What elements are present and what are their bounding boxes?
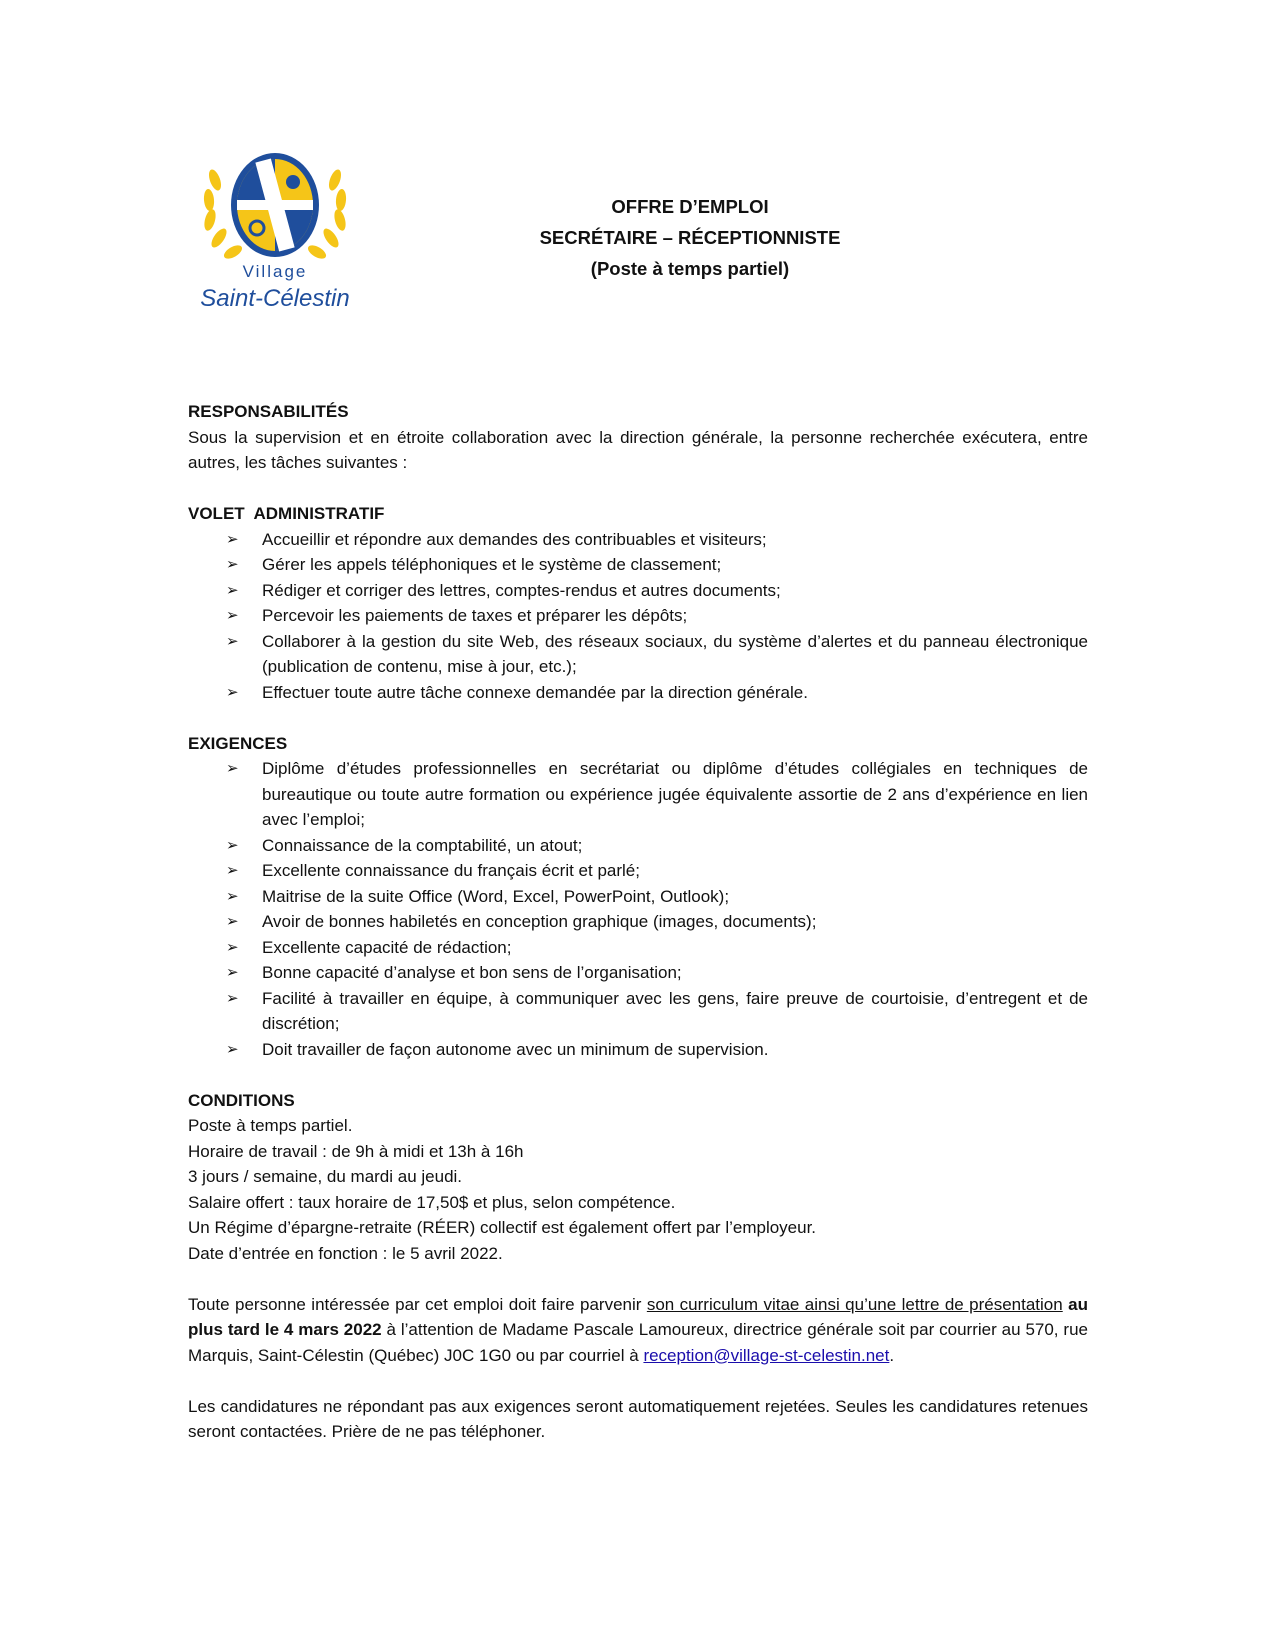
conditions-line: Date d’entrée en fonction : le 5 avril 2022. xyxy=(188,1243,503,1263)
exigences-list xyxy=(188,756,1088,1062)
coat-of-arms-icon xyxy=(195,150,355,265)
arrowhead-bullet-icon: ➢ xyxy=(226,887,239,905)
arrowhead-bullet-icon: ➢ xyxy=(226,632,239,650)
header-line-3: (Poste à temps partiel) xyxy=(590,258,790,279)
arrowhead-bullet-icon: ➢ xyxy=(226,607,239,624)
section-title-responsabilites: RESPONSABILITÉS xyxy=(188,402,349,421)
arrowhead-bullet-icon: ➢ xyxy=(226,938,239,956)
list-item: ➢ Excellente capacité de rédaction; xyxy=(188,935,1088,961)
arrowhead-bullet-icon: ➢ xyxy=(226,913,239,930)
list-item: ➢ Doit travailler de façon autonome avec un minimum de supervision. xyxy=(188,1037,1088,1063)
arrowhead-bullet-icon: ➢ xyxy=(226,581,239,599)
list-item: ➢ Facilité à travailler en équipe, à communiquer avec les gens, faire preuve de courtoisie, d’entregent et de discrétion; xyxy=(188,986,1088,1037)
deadline: au plus tard le 4 mars 2022 xyxy=(188,1294,1088,1339)
list-item: ➢ Rédiger et corriger des lettres, comptes-rendus et autres documents; xyxy=(188,578,1088,604)
logo-village-text: Village xyxy=(242,262,308,281)
arrowhead-bullet-icon: ➢ xyxy=(226,1040,239,1058)
arrowhead-bullet-icon: ➢ xyxy=(226,836,239,854)
logo-name-text: Saint-Célestin xyxy=(200,285,350,312)
arrowhead-bullet-icon: ➢ xyxy=(226,989,239,1007)
conditions-line: Salaire offert : taux horaire de 17,50$ et plus, selon compétence. xyxy=(188,1192,676,1212)
conditions-line: Horaire de travail : de 9h à midi et 13h à 16h xyxy=(188,1141,524,1161)
application-instructions: Toute personne intéressée par cet emploi doit faire parvenir son curriculum vitae ainsi qu’une lettre de présentation au plus tard le 4 mars 2022 à l’attention de Madame Pascale Lamoureux, directrice générale soit par courrier au 570, rue Marquis, Saint-Célestin (Québec) J0C 1G0 ou par courriel à reception@village-st-celestin.net. xyxy=(188,1294,1088,1365)
volet-administratif-list xyxy=(188,527,1088,706)
arrowhead-bullet-icon: ➢ xyxy=(226,683,239,701)
responsabilites-intro: Sous la supervision et en étroite collaboration avec la direction générale, la personne recherchée exécutera, entre autres, les tâches suivantes : xyxy=(188,427,1088,472)
closing-note: Les candidatures ne répondant pas aux exigences seront automatiquement rejetées. Seules les candidatures retenues seront contactées. Prière de ne pas téléphoner. xyxy=(188,1396,1088,1441)
email-link[interactable]: reception@village-st-celestin.net xyxy=(643,1345,890,1365)
section-title-exigences: EXIGENCES xyxy=(188,733,288,753)
conditions-line: 3 jours / semaine, du mardi au jeudi. xyxy=(188,1167,463,1186)
header-line-1: OFFRE D’EMPLOI xyxy=(611,196,769,217)
arrowhead-bullet-icon: ➢ xyxy=(226,964,239,981)
village-logo xyxy=(195,150,355,325)
section-title-conditions: CONDITIONS xyxy=(188,1090,295,1110)
documents-required: son curriculum vitae ainsi qu’une lettre de présentation xyxy=(646,1294,1063,1314)
list-item: ➢ Effectuer toute autre tâche connexe demandée par la direction générale. xyxy=(188,680,1088,706)
conditions-line: Poste à temps partiel. xyxy=(188,1116,353,1135)
conditions-line: Un Régime d’épargne-retraite (RÉER) collectif est également offert par l’employeur. xyxy=(188,1218,817,1237)
list-item: ➢ Excellente connaissance du français écrit et parlé; xyxy=(188,858,1088,884)
list-item: ➢ Gérer les appels téléphoniques et le système de classement; xyxy=(188,552,1088,578)
header-line-2: SECRÉTAIRE – RÉCEPTIONNISTE xyxy=(539,227,841,248)
arrowhead-bullet-icon: ➢ xyxy=(226,862,239,879)
arrowhead-bullet-icon: ➢ xyxy=(226,530,239,548)
job-title-header xyxy=(510,191,870,284)
list-item: ➢ Bonne capacité d’analyse et bon sens de l’organisation; xyxy=(188,960,1088,986)
arrowhead-bullet-icon: ➢ xyxy=(226,760,239,777)
arrowhead-bullet-icon: ➢ xyxy=(226,556,239,573)
section-title-volet-administratif: VOLET ADMINISTRATIF xyxy=(188,504,385,523)
list-item: ➢ Avoir de bonnes habiletés en conception graphique (images, documents); xyxy=(188,909,1088,935)
list-item: ➢ Diplôme d’études professionnelles en secrétariat ou diplôme d’études collégiales en techniques de bureautique ou toute autre formation ou expérience jugée équivalente assortie de 2 ans d’expérience en lien avec l’emploi; xyxy=(188,756,1088,833)
list-item: ➢ Percevoir les paiements de taxes et préparer les dépôts; xyxy=(188,603,1088,629)
list-item: ➢ Collaborer à la gestion du site Web, des réseaux sociaux, du système d’alertes et du panneau électronique (publication de contenu, mise à jour, etc.); xyxy=(188,629,1088,680)
list-item: ➢ Connaissance de la comptabilité, un atout; xyxy=(188,833,1088,859)
list-item: ➢ Accueillir et répondre aux demandes des contribuables et visiteurs; xyxy=(188,527,1088,553)
list-item: ➢ Maitrise de la suite Office (Word, Excel, PowerPoint, Outlook); xyxy=(188,884,1088,910)
document-body xyxy=(188,399,1088,1445)
